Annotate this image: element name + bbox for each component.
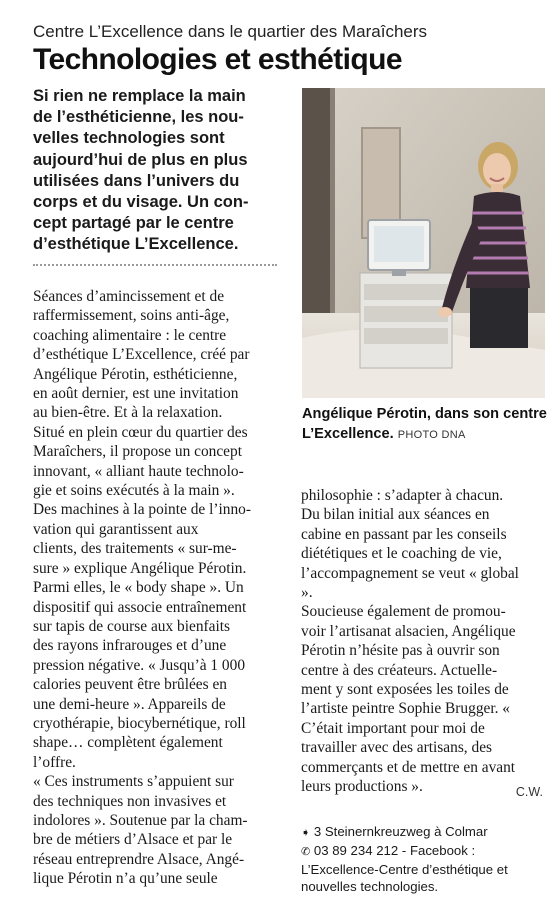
lead-line: utilisées dans l’univers du xyxy=(33,171,240,190)
body-line: cabine en passant par les conseils xyxy=(301,525,507,543)
body-line: lique Pérotin n’a qu’une seule xyxy=(33,870,218,888)
body-line: raffermissement, soins anti-âge, xyxy=(33,307,230,325)
phone-icon: ✆ xyxy=(301,846,311,858)
body-line: sure » explique Angélique Pérotin. xyxy=(33,559,247,577)
body-line: en août dernier, est une invitation xyxy=(33,385,239,403)
body-line: calories peuvent être brûlées en xyxy=(33,676,227,694)
body-line: ». xyxy=(301,584,313,602)
body-line: l’accompagnement se veut « global xyxy=(301,564,519,582)
body-line: indolores ». Soutenue par la cham- xyxy=(33,811,248,829)
body-line: shape… complètent également xyxy=(33,734,223,752)
body-line: innovant, « alliant haute technolo- xyxy=(33,462,244,480)
body-line: des techniques non invasives et xyxy=(33,792,227,810)
body-line: diététiques et le coaching de vie, xyxy=(301,545,502,563)
body-line: clients, des traitements « sur-me- xyxy=(33,540,237,558)
practical-info xyxy=(301,823,549,895)
facebook-line: nouvelles technologies. xyxy=(301,879,439,894)
body-line: cryothérapie, biocybernétique, roll xyxy=(33,714,246,732)
body-line: d’esthétique L’Excellence, créé par xyxy=(33,346,250,364)
facebook-line: L’Excellence-Centre d’esthétique et xyxy=(301,862,508,877)
body-line: ment y sont exposées les toiles de xyxy=(301,681,509,699)
lead-line: cept partagé par le centre xyxy=(33,214,234,233)
lead-line: Si rien ne remplace la main xyxy=(33,87,246,105)
lead-line: d’esthétique L’Excellence. xyxy=(33,235,239,254)
body-line: Parmi elles, le « body shape ». Un xyxy=(33,579,244,597)
body-line: Séances d’amincissement et de xyxy=(33,288,225,305)
body-line: Situé en plein cœur du quartier des xyxy=(33,423,248,441)
body-line: Des machines à la pointe de l’inno- xyxy=(33,501,251,519)
article-headline: Technologies et esthétique xyxy=(33,43,402,76)
body-line: Du bilan initial aux séances en xyxy=(301,506,490,524)
body-column-left xyxy=(33,287,288,889)
body-line: Maraîchers, il propose un concept xyxy=(33,443,242,461)
author-signature: C.W. xyxy=(515,785,543,799)
lead-divider xyxy=(33,264,277,266)
body-line: bre de métiers d’Alsace et par le xyxy=(33,831,233,849)
body-line: « Ces instruments s’appuient sur xyxy=(33,773,234,791)
body-line: leurs productions ». xyxy=(301,778,423,796)
body-line: coaching alimentaire : le centre xyxy=(33,326,227,344)
body-line: travailler avec des artisans, des xyxy=(301,739,493,757)
address-text: 3 Steinernkreuzweg à Colmar xyxy=(313,824,488,839)
article-lead xyxy=(33,86,269,256)
article-photo xyxy=(302,88,545,398)
address-line xyxy=(301,823,549,842)
body-line: centre à des créateurs. Actuelle- xyxy=(301,661,498,679)
body-line: des rayons infrarouges et d’une xyxy=(33,637,227,655)
lead-line: de l’esthéticienne, les nou- xyxy=(33,108,244,127)
body-line: Pérotin n’hésite pas à ouvrir son xyxy=(301,642,500,660)
body-line: C’était important pour moi de xyxy=(301,719,485,737)
body-line: Soucieuse également de promou- xyxy=(301,603,506,621)
arrow-bullet-icon: ➧ xyxy=(301,827,311,839)
lead-line: corps et du visage. Un con- xyxy=(33,193,249,212)
body-line: Angélique Pérotin, esthéticienne, xyxy=(33,365,238,383)
body-line: au bien-être. Et à la relaxation. xyxy=(33,404,223,422)
body-line: vation qui garantissent aux xyxy=(33,520,199,538)
body-line: philosophie : s’adapter à chacun. xyxy=(301,487,504,504)
lead-line: aujourd’hui de plus en plus xyxy=(33,150,248,169)
body-line: gie et soins exécutés à la main ». xyxy=(33,482,235,500)
phone-line xyxy=(301,842,549,861)
body-line: l’artiste peintre Sophie Brugger. « xyxy=(301,700,511,718)
photo-caption xyxy=(302,404,550,445)
body-column-right xyxy=(301,486,551,797)
article-kicker: Centre L’Excellence dans le quartier des Maraîchers xyxy=(33,22,428,41)
photo-credit: PHOTO DNA xyxy=(397,429,466,441)
phone-text: 03 89 234 212 - Facebook : xyxy=(313,843,476,858)
body-line: commerçants et de mettre en avant xyxy=(301,758,516,776)
photo-caption-text: Angélique Pérotin, dans son centre L’Excellence. xyxy=(302,406,547,442)
body-line: une demi-heure ». Appareils de xyxy=(33,695,226,713)
body-line: sur tapis de course aux bienfaits xyxy=(33,617,231,635)
lead-line: velles technologies sont xyxy=(33,129,225,148)
body-line: l’offre. xyxy=(33,753,76,771)
body-line: pression négative. « Jusqu’à 1 000 xyxy=(33,656,246,674)
body-line: voir l’artisanat alsacien, Angélique xyxy=(301,622,516,640)
body-line: réseau entreprendre Alsace, Angé- xyxy=(33,850,245,868)
body-line: dispositif qui associe entraînement xyxy=(33,598,247,616)
